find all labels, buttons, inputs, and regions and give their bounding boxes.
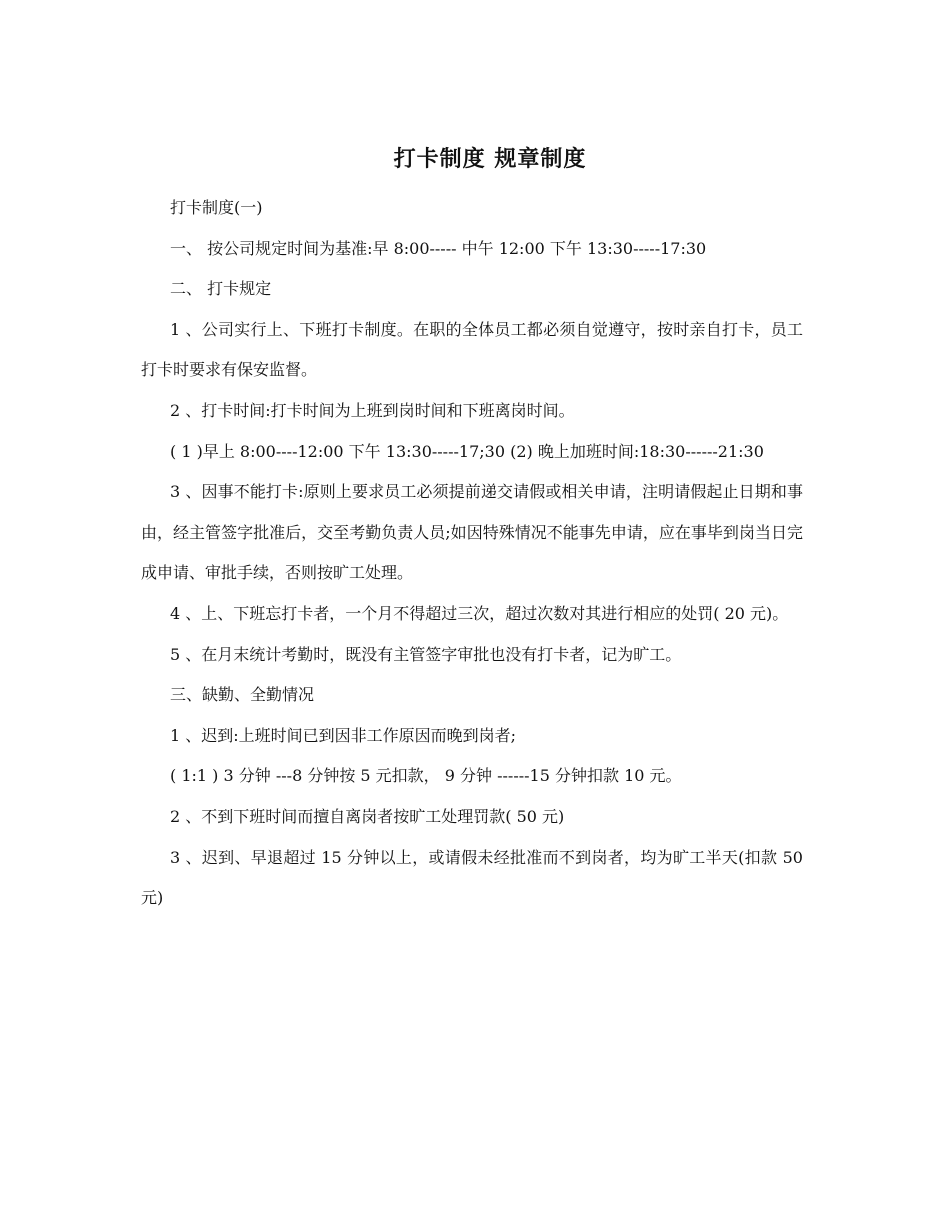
paragraph-rule-1: 1 、公司实行上、下班打卡制度。在职的全体员工都必须自觉遵守，按时亲自打卡，员工打卡时要求有保安监督。 <box>141 319 803 380</box>
paragraph-rule-2: 2 、打卡时间:打卡时间为上班到岗时间和下班离岗时间。 <box>170 400 575 420</box>
paragraph-section-two-heading: 二、 打卡规定 <box>170 279 272 299</box>
paragraph-absence: 3 、迟到、早退超过 15 分钟以上，或请假未经批准而不到岗者，均为旷工半天(扣款 50 元) <box>141 847 803 908</box>
paragraph-rule-3: 3 、因事不能打卡:原则上要求员工必须提前递交请假或相关申请，注明请假起止日期和事由，经主管签字批准后，交至考勤负责人员;如因特殊情况不能事先申请，应在事毕到岗当日完成申请、审批手续，否则按旷工处理。 <box>141 482 803 583</box>
paragraph-late-penalty: ( 1:1 ) 3 分钟 ---8 分钟按 5 元扣款， 9 分钟 ------15 分钟扣款 10 元。 <box>170 766 682 786</box>
paragraph-subtitle: 打卡制度(一) <box>170 198 263 217</box>
paragraph-late-definition: 1 、迟到:上班时间已到因非工作原因而晚到岗者; <box>170 725 517 745</box>
paragraph-section-three-heading: 三、缺勤、全勤情况 <box>170 685 315 705</box>
paragraph-rule-5: 5 、在月末统计考勤时，既没有主管签字审批也没有打卡者，记为旷工。 <box>170 644 682 664</box>
paragraph-rule-2-times: ( 1 )早上 8:00----12:00 下午 13:30-----17;30 (2) 晚上加班时间:18:30------21:30 <box>170 441 764 461</box>
document-body <box>141 188 803 919</box>
paragraph-early-leave: 2 、不到下班时间而擅自离岗者按旷工处理罚款( 50 元) <box>170 806 565 826</box>
paragraph-rule-4: 4 、上、下班忘打卡者，一个月不得超过三次，超过次数对其进行相应的处罚( 20 元)。 <box>170 603 789 623</box>
document-title: 打卡制度 规章制度 <box>393 147 587 172</box>
paragraph-work-hours: 一、 按公司规定时间为基准:早 8:00----- 中午 12:00 下午 13:30-----17:30 <box>170 238 707 258</box>
